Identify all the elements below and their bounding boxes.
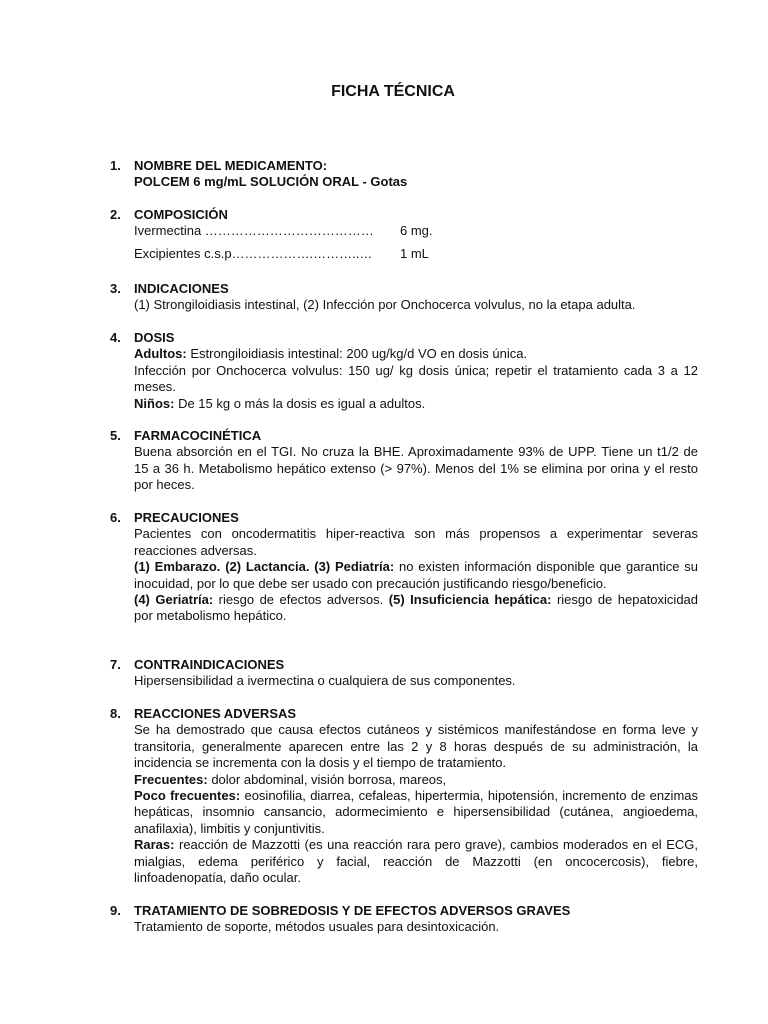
ingredient-amount: 1 mL: [400, 246, 429, 262]
section-number: 3.: [110, 281, 121, 296]
ninos-label: Niños:: [134, 395, 175, 411]
pediatria-label: (3) Pediatría:: [314, 559, 395, 575]
section-number: 5.: [110, 428, 121, 443]
section-dosis: [110, 330, 698, 412]
section-text: (1) Strongiloidiasis intestinal, (2) Infección por Onchocerca volvulus, no la etapa adulta.: [134, 297, 636, 313]
section-heading: TRATAMIENTO DE SOBREDOSIS Y DE EFECTOS ADVERSOS GRAVES: [134, 903, 571, 918]
poco-frecuentes-label: Poco frecuentes:: [134, 788, 241, 804]
insuficiencia-text: riesgo de hepatoxicidad por metabolismo hepático.: [134, 592, 699, 624]
lactancia-label: (2) Lactancia.: [225, 559, 310, 575]
poco-frecuentes-paragraph: [134, 788, 698, 837]
section-text: Tratamiento de soporte, métodos usuales para desintoxicación.: [134, 919, 500, 935]
section-text: Se ha demostrado que causa efectos cutáneos y sistémicos manifestándose en forma leve y transitoria, generalmente aparecen entre las 2 y 8 horas después de su administración, la incidencia se incrementa con la dosis y el tiempo de tratamiento.: [134, 722, 698, 771]
section-nombre: [110, 158, 698, 191]
composition-row: [134, 223, 698, 239]
precaucion-paragraph: [134, 592, 698, 625]
section-heading: REACCIONES ADVERSAS: [134, 706, 297, 721]
product-name: POLCEM 6 mg/mL SOLUCIÓN ORAL - Gotas: [134, 174, 408, 190]
section-heading: INDICACIONES: [134, 281, 229, 296]
geriatria-label: (4) Geriatría:: [134, 592, 214, 608]
adultos-text-2: Infección por Onchocerca volvulus: 150 ug/ kg dosis única; repetir el tratamiento cada 3 a 12 meses.: [134, 362, 698, 395]
section-indicaciones: [110, 281, 698, 314]
section-text: Pacientes con oncodermatitis hiper-reactiva son más propensos a experimentar severas reacciones adversas.: [134, 526, 698, 558]
raras-paragraph: [134, 837, 698, 886]
section-number: 6.: [110, 510, 121, 525]
section-sobredosis: [110, 903, 698, 936]
section-reacciones-adversas: [110, 706, 698, 886]
insuficiencia-label: (5) Insuficiencia hepática:: [388, 592, 552, 608]
section-heading: DOSIS: [134, 330, 175, 345]
frecuentes-paragraph: [134, 772, 698, 788]
adultos-label: Adultos:: [134, 346, 187, 362]
section-number: 2.: [110, 207, 121, 222]
section-text: Hipersensibilidad a ivermectina o cualquiera de sus componentes.: [134, 673, 516, 689]
ingredient-name: Ivermectina …………………………………: [134, 223, 374, 239]
ingredient-name: Excipientes c.s.p……………….………..…: [134, 246, 373, 262]
section-composicion: [110, 207, 698, 262]
section-number: 8.: [110, 706, 121, 721]
section-heading: CONTRAINDICACIONES: [134, 657, 285, 672]
section-farmacocinetica: [110, 428, 698, 494]
composition-row: [134, 246, 698, 262]
dosis-ninos: [134, 396, 698, 412]
section-number: 4.: [110, 330, 121, 345]
frecuentes-label: Frecuentes:: [134, 771, 208, 787]
document-title: FICHA TÉCNICA: [331, 83, 455, 100]
section-number: 7.: [110, 657, 121, 672]
precaucion-paragraph: [134, 559, 698, 592]
ingredient-amount: 6 mg.: [400, 223, 433, 239]
section-heading: COMPOSICIÓN: [134, 207, 228, 222]
raras-label: Raras:: [134, 837, 175, 853]
frecuentes-text: dolor abdominal, visión borrosa, mareos,: [207, 771, 447, 787]
pediatria-text: no existen información disponible que garantice su inocuidad, por lo que debe ser usado con precaución justificando riesgo/beneficio.: [134, 559, 698, 591]
section-precauciones: [110, 510, 698, 625]
section-contraindicaciones: [110, 657, 698, 690]
section-heading: FARMACOCINÉTICA: [134, 428, 262, 443]
adultos-text: Estrongiloidiasis intestinal: 200 ug/kg/d VO en dosis única.: [186, 346, 528, 362]
embarazo-label: (1) Embarazo.: [134, 559, 221, 575]
section-number: 1.: [110, 158, 121, 173]
raras-text: reacción de Mazzotti (es una reacción rara pero grave), cambios moderados en el ECG, mialgias, edema periférico y facial, reacción de Mazzotti (en oncocercosis), fiebre, linfoadenopatía, daño ocular.: [134, 837, 698, 886]
section-heading: PRECAUCIONES: [134, 510, 239, 525]
geriatria-text: riesgo de efectos adversos.: [213, 592, 389, 608]
ninos-text: De 15 kg o más la dosis es igual a adultos.: [174, 395, 426, 411]
dosis-adultos: [134, 346, 698, 362]
poco-frecuentes-text: eosinofilia, diarrea, cefaleas, hipertermia, hipotensión, incremento de enzimas hepáticas, insomnio cansancio, adormecimiento e hipersensibilidad (cutánea, angioedema, anafilaxia), limbitis y conjuntivitis.: [134, 788, 698, 836]
section-number: 9.: [110, 903, 121, 918]
section-text: Buena absorción en el TGI. No cruza la BHE. Aproximadamente 93% de UPP. Tiene un t1/2 de 15 a 36 h. Metabolismo hepático extenso (> 97%). Menos del 1% se elimina por orina y el resto por heces.: [134, 444, 698, 493]
section-heading: NOMBRE DEL MEDICAMENTO:: [134, 158, 328, 173]
